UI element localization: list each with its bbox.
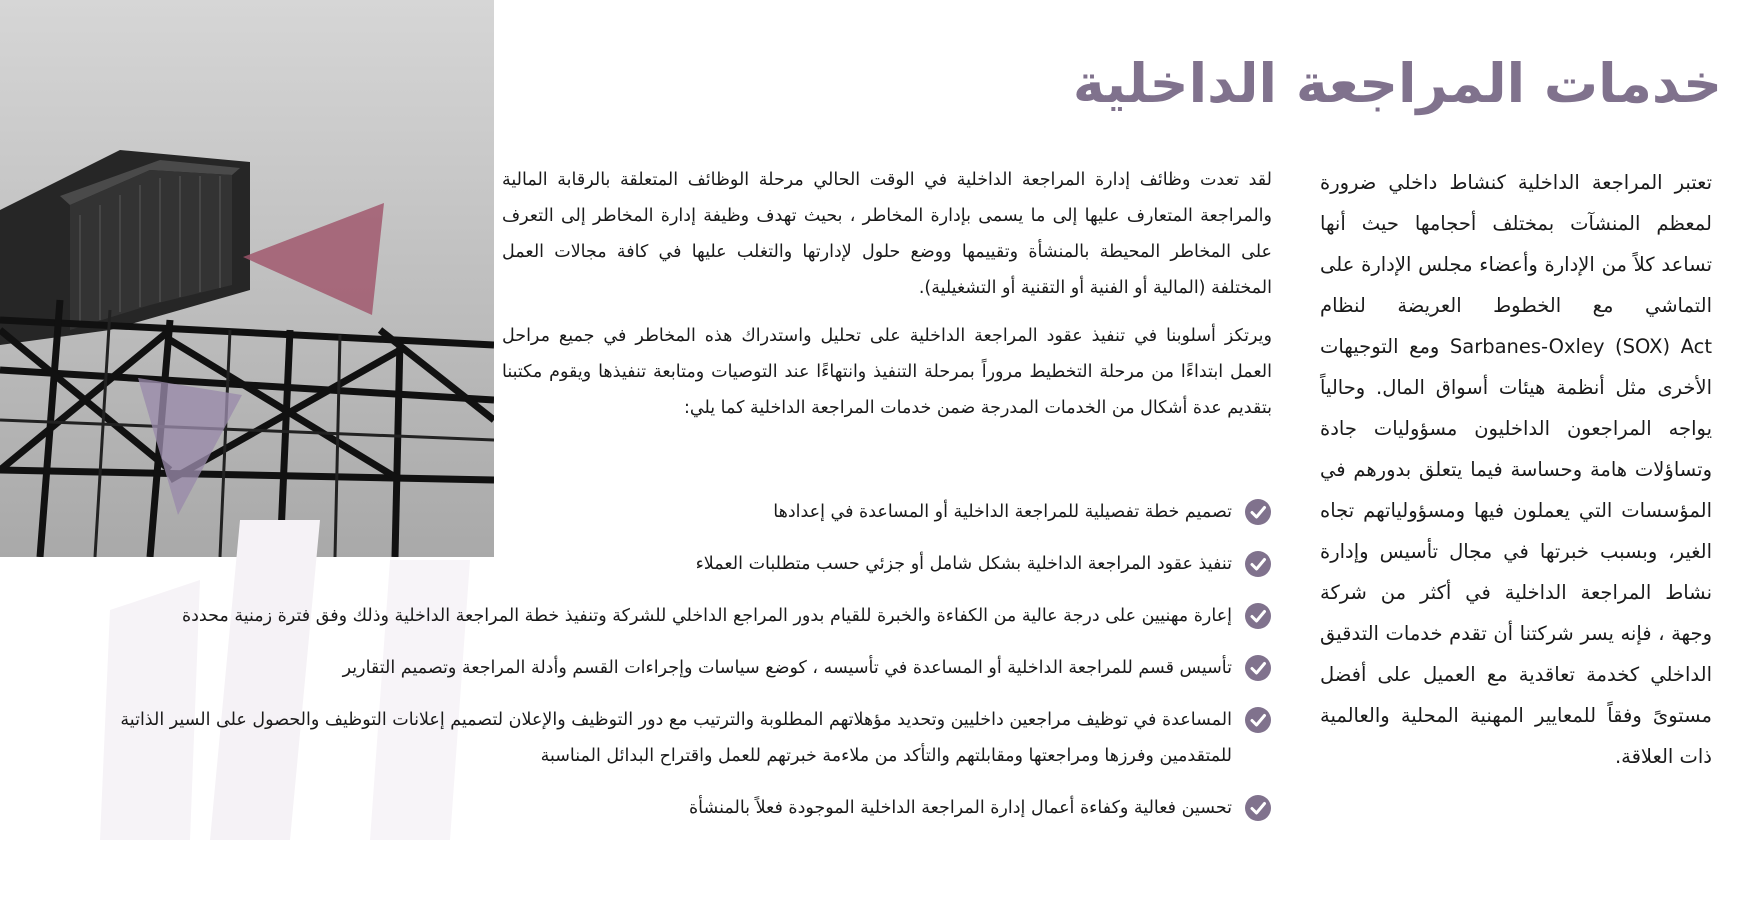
check-circle-icon <box>1244 706 1272 734</box>
body-text <box>502 162 1272 438</box>
building-illustration <box>0 0 494 557</box>
service-text: تحسين فعالية وكفاءة أعمال إدارة المراجعة الداخلية الموجودة فعلاً بالمنشأة <box>688 798 1232 818</box>
building-photo <box>0 0 494 557</box>
service-item <box>57 598 1272 634</box>
page-title: خدمات المراجعة الداخلية <box>1072 52 1722 115</box>
service-item <box>57 494 1272 530</box>
check-circle-icon <box>1244 498 1272 526</box>
check-circle-icon <box>1244 654 1272 682</box>
service-text: إعارة مهنيين على درجة عالية من الكفاءة والخبرة للقيام بدور المراجع الداخلي للشركة وتنفيذ خطة المراجعة الداخلية وذلك وفق فترة زمنية محددة <box>181 606 1232 626</box>
body-paragraph-1: لقد تعدت وظائف إدارة المراجعة الداخلية في الوقت الحالي مرحلة الوظائف المتعلقة بالرقابة المالية والمراجعة المتعارف عليها إلى ما يسمى بإدارة المخاطر ، بحيث تهدف وظيفة إدارة المخاطر إلى التعرف على المخاطر المحيطة بالمنشأة وتقييمها ووضع حلول لإدارتها والتغلب عليها في كافة مجالات العمل المختلفة (المالية أو الفنية أو التقنية أو التشغيلية). <box>502 170 1272 298</box>
check-circle-icon <box>1244 794 1272 822</box>
service-item <box>57 702 1272 774</box>
intro-paragraph: تعتبر المراجعة الداخلية كنشاط داخلي ضرورة لمعظم المنشآت بمختلف أحجامها حيث أنها تساعد كلاً من الإدارة وأعضاء مجلس الإدارة على التماشي مع الخطوط العريضة لنظام Sarbanes-Oxley (SOX) Act ومع التوجيهات الأخرى مثل أنظمة هيئات أسواق المال. وحالياً يواجه المراجعون الداخليون مسؤوليات جادة وتساؤلات هامة وحساسة فيما يتعلق بدورهم في المؤسسات التي يعملون فيها ومسؤولياتهم تجاه الغير، وبسبب خبرتها في مجال تأسيس وإدارة نشاط المراجعة الداخلية في أكثر من شركة وجهة ، فإنه يسر شركتنا أن تقدم خدمات التدقيق الداخلي كخدمة تعاقدية مع العميل على أفضل مستوىً وفقاً للمعايير المهنية المحلية والعالمية ذات العلاقة. <box>1320 171 1712 768</box>
service-item <box>57 790 1272 826</box>
service-text: تنفيذ عقود المراجعة الداخلية بشكل شامل أو جزئي حسب متطلبات العملاء <box>695 554 1232 574</box>
service-text: تصميم خطة تفصيلية للمراجعة الداخلية أو المساعدة في إعدادها <box>773 502 1232 522</box>
service-item <box>57 650 1272 686</box>
service-text: المساعدة في توظيف مراجعين داخليين وتحديد مؤهلاتهم المطلوبة والترتيب مع دور التوظيف والإعلان لتصميم إعلانات التوظيف والحصول على السير الذاتية للمتقدمين وفرزها ومراجعتها ومقابلتهم والتأكد من ملاءمة خبرتهم للعمل واقتراح البدائل المناسبة <box>120 710 1232 766</box>
service-text: تأسيس قسم للمراجعة الداخلية أو المساعدة في تأسيسه ، كوضع سياسات وإجراءات القسم وأدلة المراجعة وتصميم التقارير <box>342 658 1232 678</box>
service-item <box>57 546 1272 582</box>
services-list <box>57 494 1272 842</box>
check-circle-icon <box>1244 550 1272 578</box>
body-paragraph-2: ويرتكز أسلوبنا في تنفيذ عقود المراجعة الداخلية على تحليل واستدراك هذه المخاطر في جميع مراحل العمل ابتداءًا من مرحلة التخطيط مروراً بمرحلة التنفيذ وانتهاءًا عند التوصيات ومتابعة تنفيذها ويقوم مكتبنا بتقديم عدة أشكال من الخدمات المدرجة ضمن خدمات المراجعة الداخلية كما يلي: <box>502 326 1272 418</box>
check-circle-icon <box>1244 602 1272 630</box>
